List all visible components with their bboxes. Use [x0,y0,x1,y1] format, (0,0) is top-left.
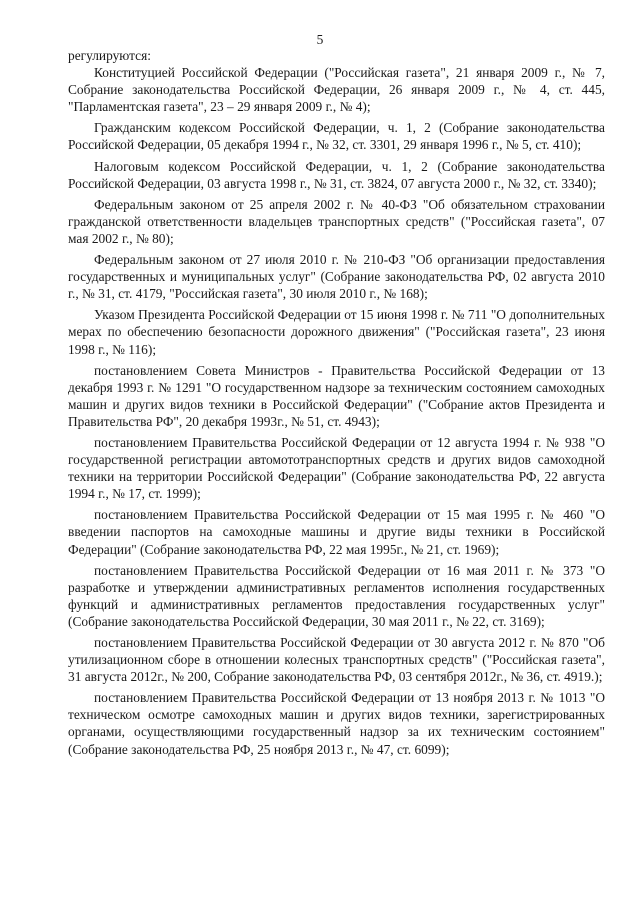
paragraph-resolution-938: постановлением Правительства Российской Федерации от 12 августа 1994 г. № 938 "О государственной регистрации автомототранспортных средств и других видов самоходной техники на территории Российской Федерации" (Собрание законодательства РФ, 22 августа 1994 г., № 17, ст. 1999); [68,434,605,502]
paragraph-resolution-1291: постановлением Совета Министров - Правительства Российской Федерации от 13 декабря 1993 г. № 1291 "О государственном надзоре за техническим состоянием самоходных машин и других видов техники в Российской Федерации" ("Собрание актов Президента и Правительства РФ", 20 декабря 1993г., № 51, ст. 4943); [68,362,605,429]
document-body [68,47,605,762]
paragraph-resolution-373: постановлением Правительства Российской Федерации от 16 мая 2011 г. № 373 "О разработке и утверждении административных регламентов исполнения государственных функций и административных регламентов предоставления государственных услуг" (Собрание законодательства Российской Федерации, 30 мая 2011 г., № 22, ст. 3169); [68,562,605,629]
paragraph-resolution-1013: постановлением Правительства Российской Федерации от 13 ноября 2013 г. № 1013 "О техническом осмотре самоходных машин и других видов техники, зарегистрированных органами, осуществляющими государственный надзор за их техническим состоянием" (Собрание законодательства РФ, 25 ноября 2013 г., № 47, ст. 6099); [68,690,605,757]
paragraph-resolution-460: постановлением Правительства Российской Федерации от 15 мая 1995 г. № 460 "О введении паспортов на самоходные машины и другие виды техники в Российской Федерации" (Собрание законодательства РФ, 22 мая 1995г., № 21, ст. 1969); [68,507,605,557]
paragraph-civil-code: Гражданским кодексом Российской Федерации, ч. 1, 2 (Собрание законодательства Российской Федерации, 05 декабря 1994 г., № 32, ст. 3301, 29 января 1996 г., № 5, ст. 410); [68,120,605,153]
paragraph-resolution-870: постановлением Правительства Российской Федерации от 30 августа 2012 г. № 870 "Об утилизационном сборе в отношении колесных транспортных средств" ("Российская газета", 31 августа 2012г., № 200, Собрание законодательства РФ, 03 сентября 2012г., № 36, ст. 4919.); [68,635,605,685]
intro-line: регулируются: [68,48,151,63]
paragraph-presidential-decree-711: Указом Президента Российской Федерации от 15 июня 1998 г. № 711 "О дополнительных мерах по обеспечению безопасности дорожного движения" ("Российская газета", 23 июня 1998 г., № 116); [68,307,605,357]
paragraph-constitution: Конституцией Российской Федерации ("Российская газета", 21 января 2009 г., № 7, Собрание законодательства Российской Федерации, 26 января 2009 г., № 4, ст. 445, "Парламентская газета", 23 – 29 января 2009 г., № 4); [68,65,605,115]
paragraph-tax-code: Налоговым кодексом Российской Федерации, ч. 1, 2 (Собрание законодательства Российской Федерации, 03 августа 1998 г., № 31, ст. 3824, 07 августа 2000 г., № 32, ст. 3340); [68,158,605,191]
paragraph-federal-law-210: Федеральным законом от 27 июля 2010 г. № 210-ФЗ "Об организации предоставления государственных и муниципальных услуг" (Собрание законодательства РФ, 02 августа 2010 г., № 31, ст. 4179, "Российская газета", 30 июля 2010 г., № 168); [68,252,605,302]
page-number: 5 [316,32,324,47]
paragraph-federal-law-40: Федеральным законом от 25 апреля 2002 г. № 40-ФЗ "Об обязательном страховании гражданской ответственности владельцев транспортных средств" ("Российская газета", 07 мая 2002 г., № 80); [68,196,605,246]
